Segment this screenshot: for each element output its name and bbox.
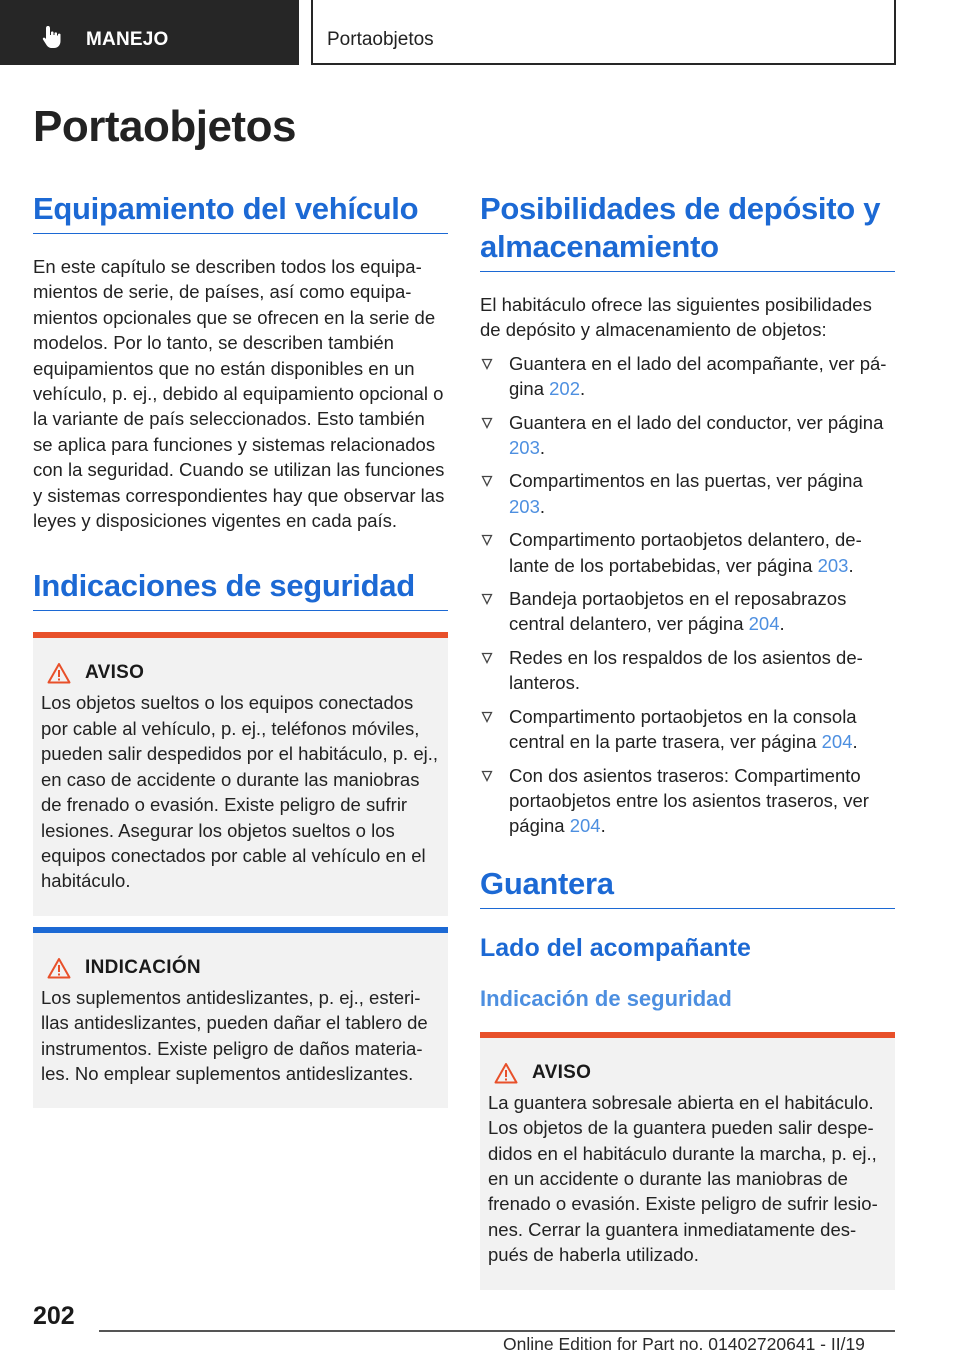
breadcrumb-label: Portaobjetos (327, 29, 434, 50)
left-column (33, 190, 448, 1108)
breadcrumb (311, 0, 896, 65)
page-number: 202 (33, 1302, 75, 1330)
triangle-bullet-icon (481, 358, 493, 370)
list-item: Guantera en el lado del acompañante, ver página 202. (480, 351, 895, 402)
list-item: Compartimento portaobjetos en la consola central en la parte trasera, ver página 204. (480, 704, 895, 755)
hand-pointer-icon (40, 24, 66, 50)
safety-heading: Indicaciones de seguridad (33, 567, 448, 611)
passenger-heading: Lado del acompañante (480, 933, 751, 962)
triangle-bullet-icon (481, 652, 493, 664)
triangle-bullet-icon (481, 593, 493, 605)
section-tab[interactable] (0, 0, 299, 65)
warning-box-2 (480, 1032, 895, 1290)
triangle-bullet-icon (481, 475, 493, 487)
page-link[interactable]: 202 (549, 378, 580, 400)
warning-triangle-icon (47, 662, 71, 684)
storage-intro: El habitáculo ofrece las siguientes posibilidades de depósito y almacenamiento de objetos: (480, 294, 872, 341)
list-item: Con dos asientos traseros: Compartimento portaobjetos entre los asientos traseros, ver página 204. (480, 763, 895, 839)
warning-label: AVISO (532, 1061, 592, 1083)
page-link[interactable]: 204 (569, 815, 601, 837)
list-item: Guantera en el lado del conductor, ver página 203. (480, 410, 895, 461)
warning-triangle-icon (47, 957, 71, 979)
equip-text: En este capítulo se describen todos los equipamientos de serie, de países, así como equipamientos opcionales que se ofrecen en la serie de modelos. Por lo tanto, se describen también equipamientos que no están disponibles en un vehículo, p. ej., debido al equipamiento opcional o la variante de país seleccionados. Esto también se aplica para funciones y sistemas relacionados con la seguridad. Cuando se utilizan las funciones y sistemas correspondientes hay que observar las leyes y disposiciones vigentes en cada país. (33, 256, 445, 532)
list-item: Bandeja portaobjetos en el reposabrazos central delantero, ver página 204. (480, 586, 895, 637)
notice-box-1 (33, 927, 448, 1109)
notice-text: Los suplementos antideslizantes, p. ej., esterillas antideslizantes, pueden dañar el tablero de instrumentos. Existe peligro de daños materiales. No emplear suplementos antideslizantes. (41, 986, 428, 1084)
triangle-bullet-icon (481, 711, 493, 723)
warning-text: La guantera sobresale abierta en el habitáculo. Los objetos de la guantera pueden salir despedidos en el habitáculo durante la marcha, p. ej., en un accidente o durante las maniobras de frenado o evasión. Existe peligro de sufrir lesiones. Cerrar la guantera inmediatamente después de haberla utilizado. (488, 1091, 878, 1266)
warning-text: Los objetos sueltos o los equipos conectados por cable al vehículo, p. ej., teléfonos móviles, pueden salir despedidos por el habitáculo, p. ej., en caso de accidente o durante las maniobras de frenado o evasión. Existe peligro de sufrir lesiones. Asegurar los objetos sueltos o los equipos conectados por cable al vehículo en el habitáculo. (41, 692, 438, 892)
storage-heading: Posibilidades de depósito y almacenamiento (480, 190, 895, 272)
right-column (480, 190, 895, 1290)
storage-list (480, 351, 895, 839)
page-title: Portaobjetos (33, 102, 296, 151)
page-link[interactable]: 203 (509, 495, 540, 517)
list-item: Compartimentos en las puertas, ver página 203. (480, 468, 895, 519)
warning-triangle-icon (494, 1062, 518, 1084)
triangle-bullet-icon (481, 534, 493, 546)
warning-box-1 (33, 632, 448, 915)
page-link[interactable]: 204 (821, 731, 853, 753)
list-item: Redes en los respaldos de los asientos delanteros. (480, 645, 895, 696)
warning-label: AVISO (85, 662, 145, 684)
page-link[interactable]: 204 (748, 613, 780, 635)
footer-divider (99, 1330, 895, 1332)
list-item: Compartimento portaobjetos delantero, delante de los portabebidas, ver página 203. (480, 527, 895, 578)
safety-subheading: Indicación de seguridad (480, 985, 732, 1011)
glovebox-heading: Guantera (480, 865, 895, 909)
triangle-bullet-icon (481, 770, 493, 782)
page-link[interactable]: 203 (817, 554, 849, 576)
equip-heading: Equipamiento del vehículo (33, 190, 448, 234)
notice-label: INDICACIÓN (85, 956, 201, 978)
page-link[interactable]: 203 (509, 437, 540, 459)
edition-text: Online Edition for Part no. 01402720641 - II/19 (503, 1334, 865, 1354)
section-label: MANEJO (86, 29, 169, 50)
triangle-bullet-icon (481, 417, 493, 429)
